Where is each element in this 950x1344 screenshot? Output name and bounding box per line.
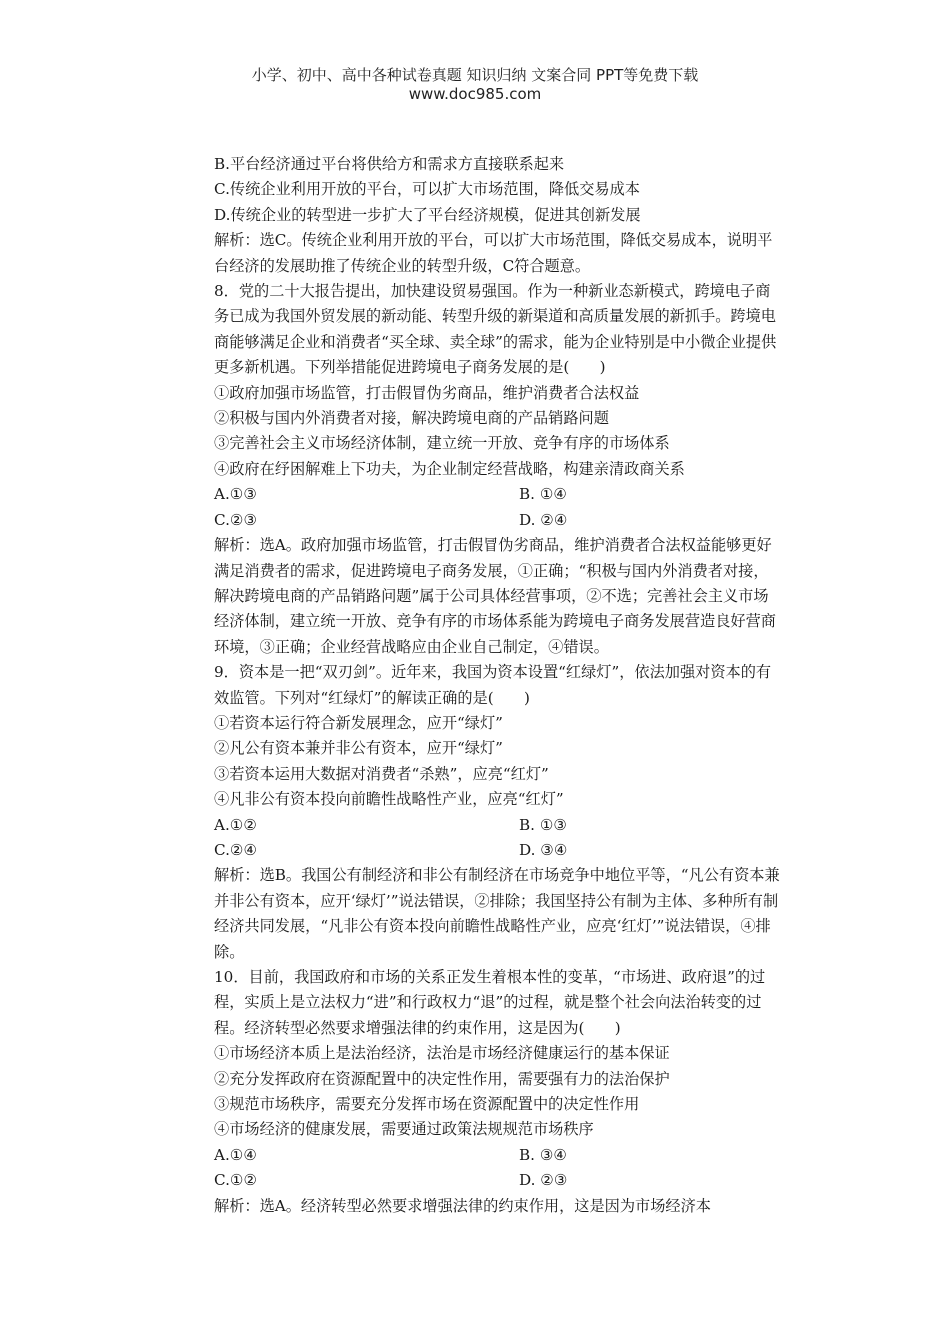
header-title: 小学、初中、高中各种试卷真题 知识归纳 文案合同 PPT等免费下载 <box>251 66 699 84</box>
q10-option-c: C.①② <box>214 1171 258 1190</box>
q9-item: ③若资本运用大数据对消费者“杀熟”，应亮“红灯” <box>214 764 549 783</box>
q7-analysis: 解析：选C。传统企业利用开放的平台，可以扩大市场范围，降低交易成本，说明平台经济的发展助推了传统企业的转型升级，C符合题意。 <box>214 231 773 275</box>
q9-option-b: B. ①③ <box>519 815 568 834</box>
q8-option-a: A.①③ <box>214 485 258 504</box>
q10-item: ①市场经济本质上是法治经济，法治是市场经济健康运行的基本保证 <box>214 1044 670 1063</box>
q8-stem: 8．党的二十大报告提出，加快建设贸易强国。作为一种新业态新模式，跨境电子商务已成为我国外贸发展的新动能、转型升级的新渠道和高质量发展的新抓手。跨境电商能够满足企业和消费者“买全球、卖全球”的需求，能为企业特别是中小微企业提供更多新机遇。下列举措能促进跨境电子商务发展的是( ) <box>214 282 777 377</box>
q9-item: ①若资本运行符合新发展理念，应开“绿灯” <box>214 713 503 732</box>
q10-stem: 10．目前，我国政府和市场的关系正发生着根本性的变革，“市场进、政府退”的过程，实质上是立法权力“进”和行政权力“退”的过程，就是整个社会向法治转变的过程。经济转型必然要求增强法律的约束作用，这是因为( ) <box>214 968 766 1037</box>
q9-option-a: A.①② <box>214 815 258 834</box>
q10-options-row-2 <box>214 1168 780 1193</box>
q9-options-row-2 <box>214 838 780 863</box>
q9-option-d: D. ③④ <box>519 840 568 859</box>
q10-option-a: A.①④ <box>214 1145 258 1164</box>
q8-option-c: C.②③ <box>214 510 258 529</box>
q9-item: ②凡公有资本兼并非公有资本，应开“绿灯” <box>214 739 503 758</box>
header-url[interactable]: www.doc985.com <box>408 85 542 103</box>
q8-item: ③完善社会主义市场经济体制，建立统一开放、竞争有序的市场体系 <box>214 434 670 453</box>
q10-item: ③规范市场秩序，需要充分发挥市场在资源配置中的决定性作用 <box>214 1095 640 1114</box>
question-8 <box>214 279 780 660</box>
q8-analysis: 解析：选A。政府加强市场监管，打击假冒伪劣商品，维护消费者合法权益能够更好满足消费者的需求，促进跨境电子商务发展，①正确；“积极与国内外消费者对接，解决跨境电商的产品销路问题”属于公司具体经营事项，②不选；完善社会主义市场经济体制，建立统一开放、竞争有序的市场体系能为跨境电子商务发展营造良好营商环境，③正确；企业经营战略应由企业自己制定，④错误。 <box>214 536 776 656</box>
question-7-tail <box>214 152 780 279</box>
q8-option-b: B. ①④ <box>519 485 568 504</box>
document-body <box>214 152 780 1219</box>
q10-analysis: 解析：选A。经济转型必然要求增强法律的约束作用，这是因为市场经济本 <box>214 1196 711 1215</box>
q10-options-row-1 <box>214 1143 780 1168</box>
q9-analysis: 解析：选B。我国公有制经济和非公有制经济在市场竞争中地位平等，“凡公有资本兼并非公有资本，应开‘绿灯’”说法错误，②排除；我国坚持公有制为主体、多种所有制经济共同发展，“凡非公有资本投向前瞻性战略性产业，应亮‘红灯’”说法错误，④排除。 <box>214 866 780 961</box>
question-10 <box>214 965 780 1219</box>
q8-item: ①政府加强市场监管，打击假冒伪劣商品，维护消费者合法权益 <box>214 383 640 402</box>
q9-stem: 9．资本是一把“双刃剑”。近年来，我国为资本设置“红绿灯”，依法加强对资本的有效监管。下列对“红绿灯”的解读正确的是( ) <box>214 663 772 707</box>
q8-item: ②积极与国内外消费者对接，解决跨境电商的产品销路问题 <box>214 409 609 428</box>
q10-option-b: B. ③④ <box>519 1145 568 1164</box>
q7-option-c: C.传统企业利用开放的平台，可以扩大市场范围，降低交易成本 <box>214 180 640 199</box>
q8-options-row-1 <box>214 482 780 507</box>
q10-item: ④市场经济的健康发展，需要通过政策法规规范市场秩序 <box>214 1120 594 1139</box>
q9-item: ④凡非公有资本投向前瞻性战略性产业，应亮“红灯” <box>214 790 564 809</box>
q7-option-b: B.平台经济通过平台将供给方和需求方直接联系起来 <box>214 155 565 173</box>
q8-item: ④政府在纾困解难上下功夫，为企业制定经营战略，构建亲清政商关系 <box>214 459 685 478</box>
q10-item: ②充分发挥政府在资源配置中的决定性作用，需要强有力的法治保护 <box>214 1069 670 1088</box>
q7-option-d: D.传统企业的转型进一步扩大了平台经济规模，促进其创新发展 <box>214 205 641 224</box>
q8-option-d: D. ②④ <box>519 510 568 529</box>
q9-option-c: C.②④ <box>214 840 258 859</box>
page-header <box>0 66 950 104</box>
q10-option-d: D. ②③ <box>519 1171 568 1190</box>
q9-options-row-1 <box>214 813 780 838</box>
question-9 <box>214 660 780 965</box>
q8-options-row-2 <box>214 508 780 533</box>
